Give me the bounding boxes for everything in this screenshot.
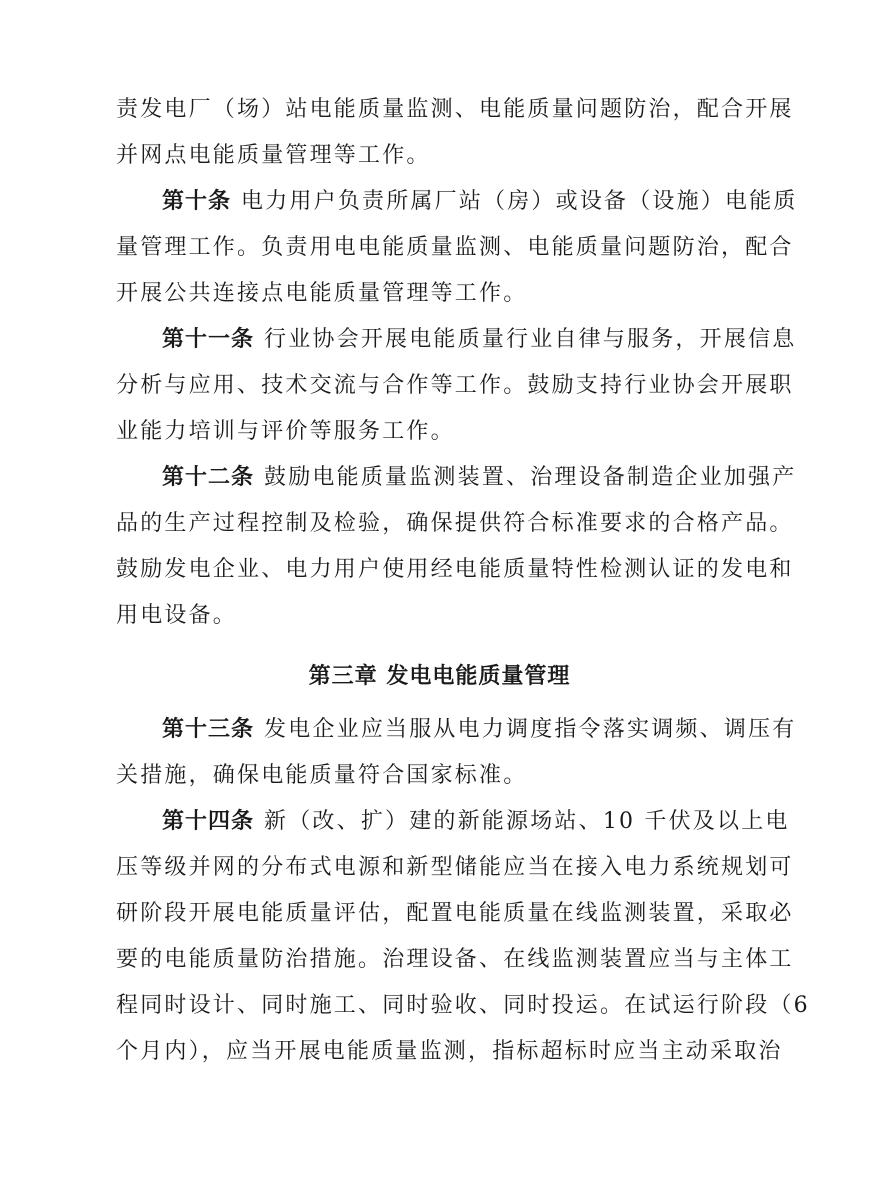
- article-12-line: [162, 465, 797, 491]
- text-line: 用电设备。: [116, 603, 238, 628]
- text-line: 分析与应用、技术交流与合作等工作。鼓励支持行业协会开展职: [116, 373, 794, 398]
- text-line: 压等级并网的分布式电源和新型储能应当在接入电力系统规划可: [116, 855, 794, 880]
- article-13-line: [162, 717, 797, 743]
- text-line: 开展公共连接点电能质量管理等工作。: [116, 281, 528, 306]
- article-text: 新（改、扩）建的新能源场站、10 千伏及以上电: [264, 809, 790, 834]
- text-line: 并网点电能质量管理等工作。: [116, 143, 431, 168]
- text-line: 鼓励发电企业、电力用户使用经电能质量特性检测认证的发电和: [116, 557, 794, 582]
- article-14-line: [162, 809, 790, 835]
- article-number: 第十一条: [162, 327, 255, 352]
- article-text: 鼓励电能质量监测装置、治理设备制造企业加强产: [264, 465, 797, 490]
- text-line: 责发电厂（场）站电能质量监测、电能质量问题防治，配合开展: [116, 97, 794, 122]
- text-line: 个月内），应当开展电能质量监测，指标超标时应当主动采取治: [116, 1039, 783, 1064]
- article-number: 第十四条: [162, 809, 255, 834]
- article-text: 电力用户负责所属厂站（房）或设备（设施）电能质: [241, 189, 798, 214]
- article-number: 第十三条: [162, 717, 255, 742]
- chapter-title: 第三章 发电电能质量管理: [308, 664, 571, 689]
- article-text: 发电企业应当服从电力调度指令落实调频、调压有: [264, 717, 797, 742]
- article-11-line: [162, 327, 797, 353]
- text-line: 程同时设计、同时施工、同时验收、同时投运。在试运行阶段（6: [116, 993, 810, 1018]
- article-number: 第十二条: [162, 465, 255, 490]
- article-10-line: [162, 189, 798, 215]
- text-line: 研阶段开展电能质量评估，配置电能质量在线监测装置，采取必: [116, 901, 794, 926]
- article-number: 第十条: [162, 189, 232, 214]
- text-line: 品的生产过程控制及检验，确保提供符合标准要求的合格产品。: [116, 511, 794, 536]
- text-line: 业能力培训与评价等服务工作。: [116, 419, 455, 444]
- text-line: 关措施，确保电能质量符合国家标准。: [116, 763, 528, 788]
- text-line: 量管理工作。负责用电电能质量监测、电能质量问题防治，配合: [116, 235, 794, 260]
- article-text: 行业协会开展电能质量行业自律与服务，开展信息: [264, 327, 797, 352]
- text-line: 要的电能质量防治措施。治理设备、在线监测装置应当与主体工: [116, 947, 794, 972]
